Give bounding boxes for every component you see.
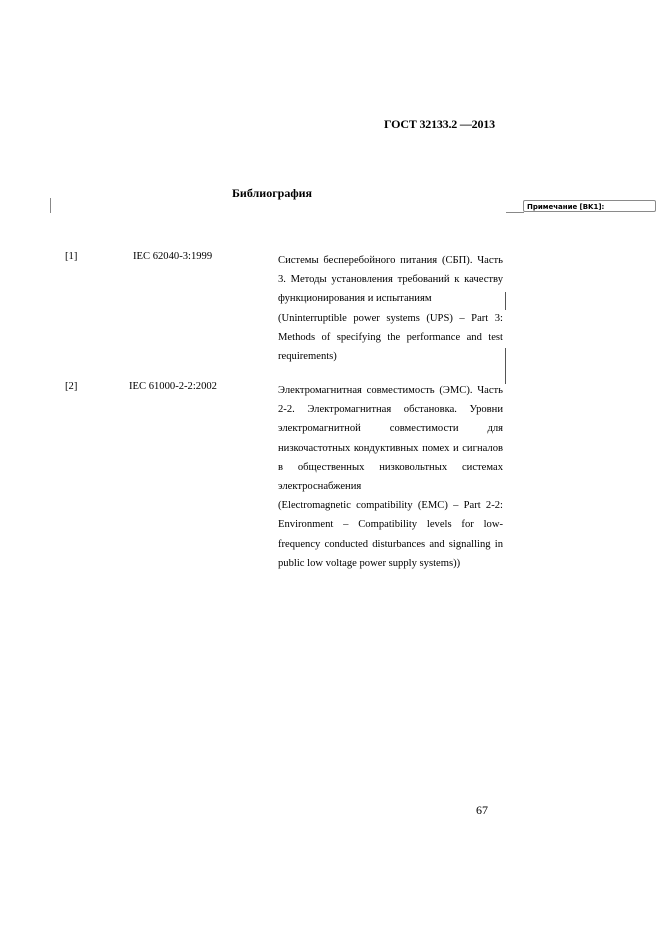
page-number: 67 — [476, 803, 488, 817]
entry-description — [278, 381, 503, 573]
entry-title-en: (Uninterruptible power systems (UPS) – Part 3: Methods of specifying the performance and test requirements) — [278, 312, 503, 363]
comment-label: Примечание — [527, 203, 578, 211]
entry-description — [278, 251, 503, 366]
document-code-header: ГОСТ 32133.2 —2013 — [384, 117, 495, 131]
entry-number: [1] — [65, 251, 78, 262]
section-title: Библиография — [232, 186, 313, 200]
comment-connector-line — [506, 212, 524, 213]
comment-balloon[interactable] — [523, 200, 656, 212]
entry-number: [2] — [65, 381, 78, 392]
entry-title-ru: Электромагнитная совместимость (ЭМС). Часть 2-2. Электромагнитная обстановка. Уровни электромагнитной совместимости для низкочастотных кондуктивных помех и сигналов в общественных низковольтных системах электроснабжения — [278, 385, 503, 493]
entry-title-en: (Electromagnetic compatibility (EMC) – Part 2-2: Environment – Compatibility levels for low-frequency conducted disturbances and signalling in public low voltage power supply systems)) — [278, 500, 503, 569]
revision-change-bar — [505, 348, 506, 384]
comment-reference: [BK1]: — [579, 203, 605, 211]
entry-title-ru: Системы бесперебойного питания (СБП). Часть 3. Методы установления требований к качеству функционирования и испытаниям — [278, 255, 503, 305]
revision-change-bar — [505, 292, 506, 310]
standard-designation: IEC 62040-3:1999 — [133, 251, 213, 262]
standard-designation: IEC 61000-2-2:2002 — [129, 381, 217, 392]
margin-marker — [50, 198, 51, 213]
